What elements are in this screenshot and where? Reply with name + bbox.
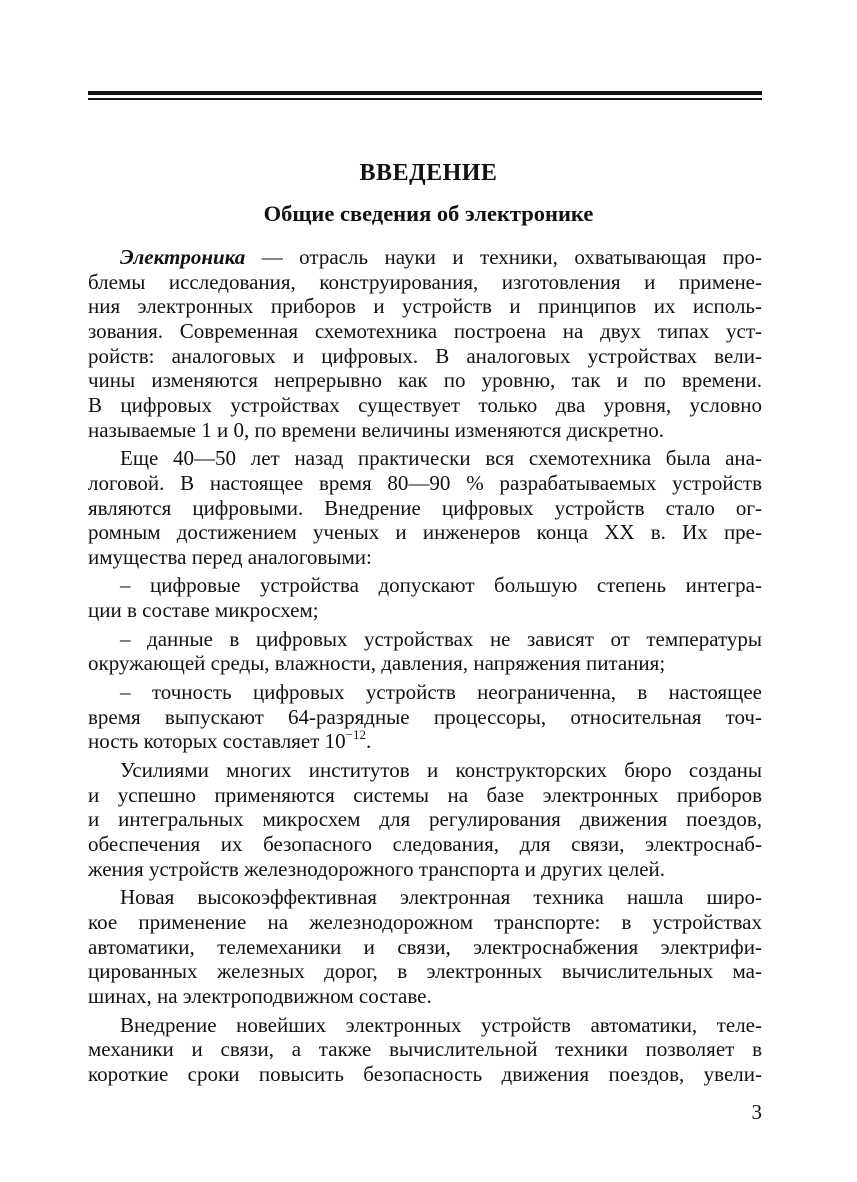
line-text: — отрасль науки и техники, охватывающая про-	[245, 245, 762, 269]
line-text: ромным достижением ученых и инженеров конца XX в. Их пре-	[88, 520, 762, 545]
text-line	[88, 393, 762, 418]
text-line	[88, 573, 762, 598]
text-line	[88, 857, 762, 882]
page-number: 3	[751, 1100, 762, 1124]
line-text: Внедрение новейших электронных устройств автоматики, теле-	[120, 1012, 762, 1037]
text-line	[88, 832, 762, 857]
text-line	[88, 344, 762, 369]
text-line	[88, 1013, 762, 1038]
text-line	[88, 627, 762, 652]
line-text: короткие сроки повысить безопасность движения поездов, увели-	[88, 1061, 762, 1086]
line-text: цированных железных дорог, в электронных вычислительных ма-	[88, 959, 762, 984]
line-text: кое применение на железнодорожном транспорте: в устройствах	[88, 909, 762, 934]
line-text: ции в составе микросхем;	[88, 598, 319, 623]
chapter-title: ВВЕДЕНИЕ	[359, 160, 498, 186]
line-text: и интегральных микросхем для регулирования движения поездов,	[88, 807, 762, 832]
line-text: ность которых составляет 10	[88, 729, 346, 754]
line-text: – данные в цифровых устройствах не зависят от температуры	[120, 626, 762, 651]
text-line	[88, 680, 762, 705]
text-line	[88, 984, 762, 1009]
line-text: ройств: аналоговых и цифровых. В аналоговых устройствах вели-	[88, 343, 762, 368]
line-text: – точность цифровых устройств неограниченна, в настоящее	[120, 680, 762, 705]
text-line	[88, 1062, 762, 1087]
text-line	[88, 245, 762, 270]
text-line	[88, 959, 762, 984]
line-text: имущества перед аналоговыми:	[88, 544, 372, 569]
line-text: чины изменяются непрерывно как по уровню, так и по времени.	[88, 368, 762, 393]
line-text: время выпускают 64-разрядные процессоры, относительная точ-	[88, 704, 762, 729]
text-line	[88, 910, 762, 935]
section-title: Общие сведения об электронике	[263, 201, 594, 226]
line-text: жения устройств железнодорожного транспорта и других целей.	[88, 856, 666, 881]
text-line	[88, 418, 762, 443]
line-text: и успешно применяются системы на базе электронных приборов	[88, 782, 762, 807]
text-line	[88, 729, 762, 754]
line-text: шинах, на электроподвижном составе.	[88, 983, 432, 1008]
line-text: – цифровые устройства допускают большую степень интегра-	[120, 573, 762, 598]
text-line	[88, 758, 762, 783]
text-line	[88, 705, 762, 730]
text-line	[88, 807, 762, 832]
header-rule-thin	[88, 98, 762, 100]
line-text: механики и связи, а также вычислительной техники позволяет в	[88, 1037, 762, 1062]
line-text: называемые 1 и 0, по времени величины изменяются дискретно.	[88, 417, 664, 442]
line-text: Еще 40—50 лет назад практически вся схемотехника была ана-	[120, 446, 762, 471]
text-line	[88, 446, 762, 471]
text-line	[88, 270, 762, 295]
text-line	[88, 783, 762, 808]
line-text: автоматики, телемеханики и связи, электроснабжения электрифи-	[88, 934, 762, 959]
text-line	[88, 545, 762, 570]
line-text: обеспечения их безопасного следования, для связи, электроснаб-	[88, 831, 762, 856]
text-line	[88, 935, 762, 960]
line-text: Новая высокоэффективная электронная техника нашла широ-	[120, 885, 762, 910]
line-text: логовой. В настоящее время 80—90 % разрабатываемых устройств	[88, 470, 762, 495]
line-tail: .	[366, 729, 372, 754]
line-text: ния электронных приборов и устройств и принципов их исполь-	[88, 294, 762, 319]
text-line	[88, 368, 762, 393]
line-text: зования. Современная схемотехника построена на двух типах уст-	[88, 318, 762, 343]
text-line	[88, 520, 762, 545]
line-text: блемы исследования, конструирования, изготовления и примене-	[88, 269, 762, 294]
text-line	[88, 598, 762, 623]
line-text: являются цифровыми. Внедрение цифровых устройств стало ог-	[88, 495, 762, 520]
exponent: −12	[345, 729, 366, 743]
text-line	[88, 1037, 762, 1062]
line-text: Усилиями многих институтов и конструкторских бюро созданы	[120, 758, 762, 782]
text-line	[88, 294, 762, 319]
text-line	[88, 651, 762, 676]
text-line	[88, 496, 762, 521]
line-text: В цифровых устройствах существует только два уровня, условно	[88, 392, 762, 417]
defined-term: Электроника	[120, 245, 246, 269]
text-line	[88, 319, 762, 344]
text-line	[88, 471, 762, 496]
header-rule-thick	[88, 91, 762, 95]
text-line	[88, 885, 762, 910]
line-text: окружающей среды, влажности, давления, напряжения питания;	[88, 651, 666, 676]
